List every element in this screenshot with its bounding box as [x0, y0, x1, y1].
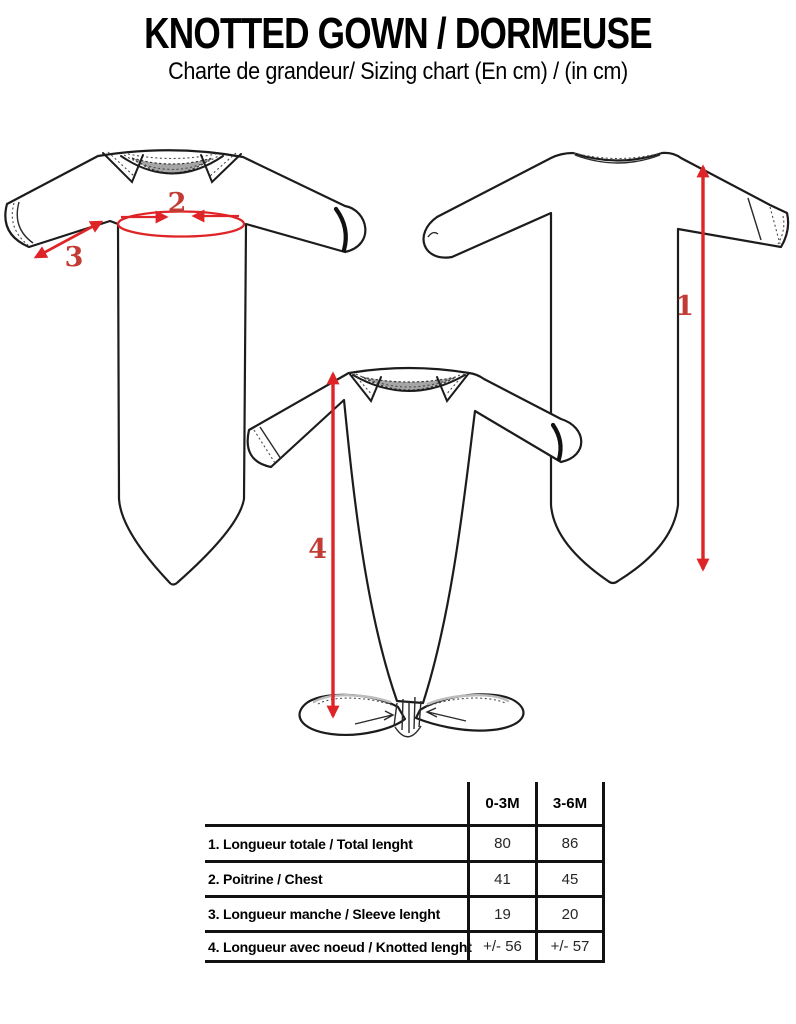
- row-label-sleeve-length: 3. Longueur manche / Sleeve lenght: [205, 895, 467, 930]
- row-label-chest: 2. Poitrine / Chest: [205, 860, 467, 895]
- gown-back-drawing: [424, 153, 789, 583]
- value-chest-3-6m: 45: [535, 860, 605, 895]
- value-total-length-3-6m: 86: [535, 824, 605, 860]
- value-knotted-length-0-3m: +/- 56: [467, 930, 535, 963]
- measure-label-chest: 2: [167, 188, 187, 219]
- gown-back-silhouette: [424, 153, 789, 583]
- value-sleeve-length-0-3m: 19: [467, 895, 535, 930]
- col-header-3-6m: 3-6M: [535, 782, 605, 824]
- row-label-knotted-length: 4. Longueur avec noeud / Knotted lenght: [205, 930, 467, 963]
- header: [0, 9, 796, 86]
- measure-label-total-length: 1: [675, 291, 694, 322]
- value-knotted-length-3-6m: +/- 57: [535, 930, 605, 963]
- row-label-total-length: 1. Longueur totale / Total lenght: [205, 824, 467, 860]
- page-title: KNOTTED GOWN / DORMEUSE: [144, 9, 652, 58]
- value-chest-0-3m: 41: [467, 860, 535, 895]
- gown-knotted-silhouette: [248, 368, 582, 703]
- size-chart-table: [205, 782, 605, 963]
- measure-label-sleeve: 3: [64, 242, 84, 273]
- col-header-0-3m: 0-3M: [467, 782, 535, 824]
- value-total-length-0-3m: 80: [467, 824, 535, 860]
- page-subtitle: Charte de grandeur/ Sizing chart (En cm) / (in cm): [168, 58, 628, 85]
- measure-label-knotted-length: 4: [308, 534, 327, 565]
- table-corner-cell: [205, 782, 467, 824]
- gown-knotted-drawing: [248, 368, 582, 737]
- value-sleeve-length-3-6m: 20: [535, 895, 605, 930]
